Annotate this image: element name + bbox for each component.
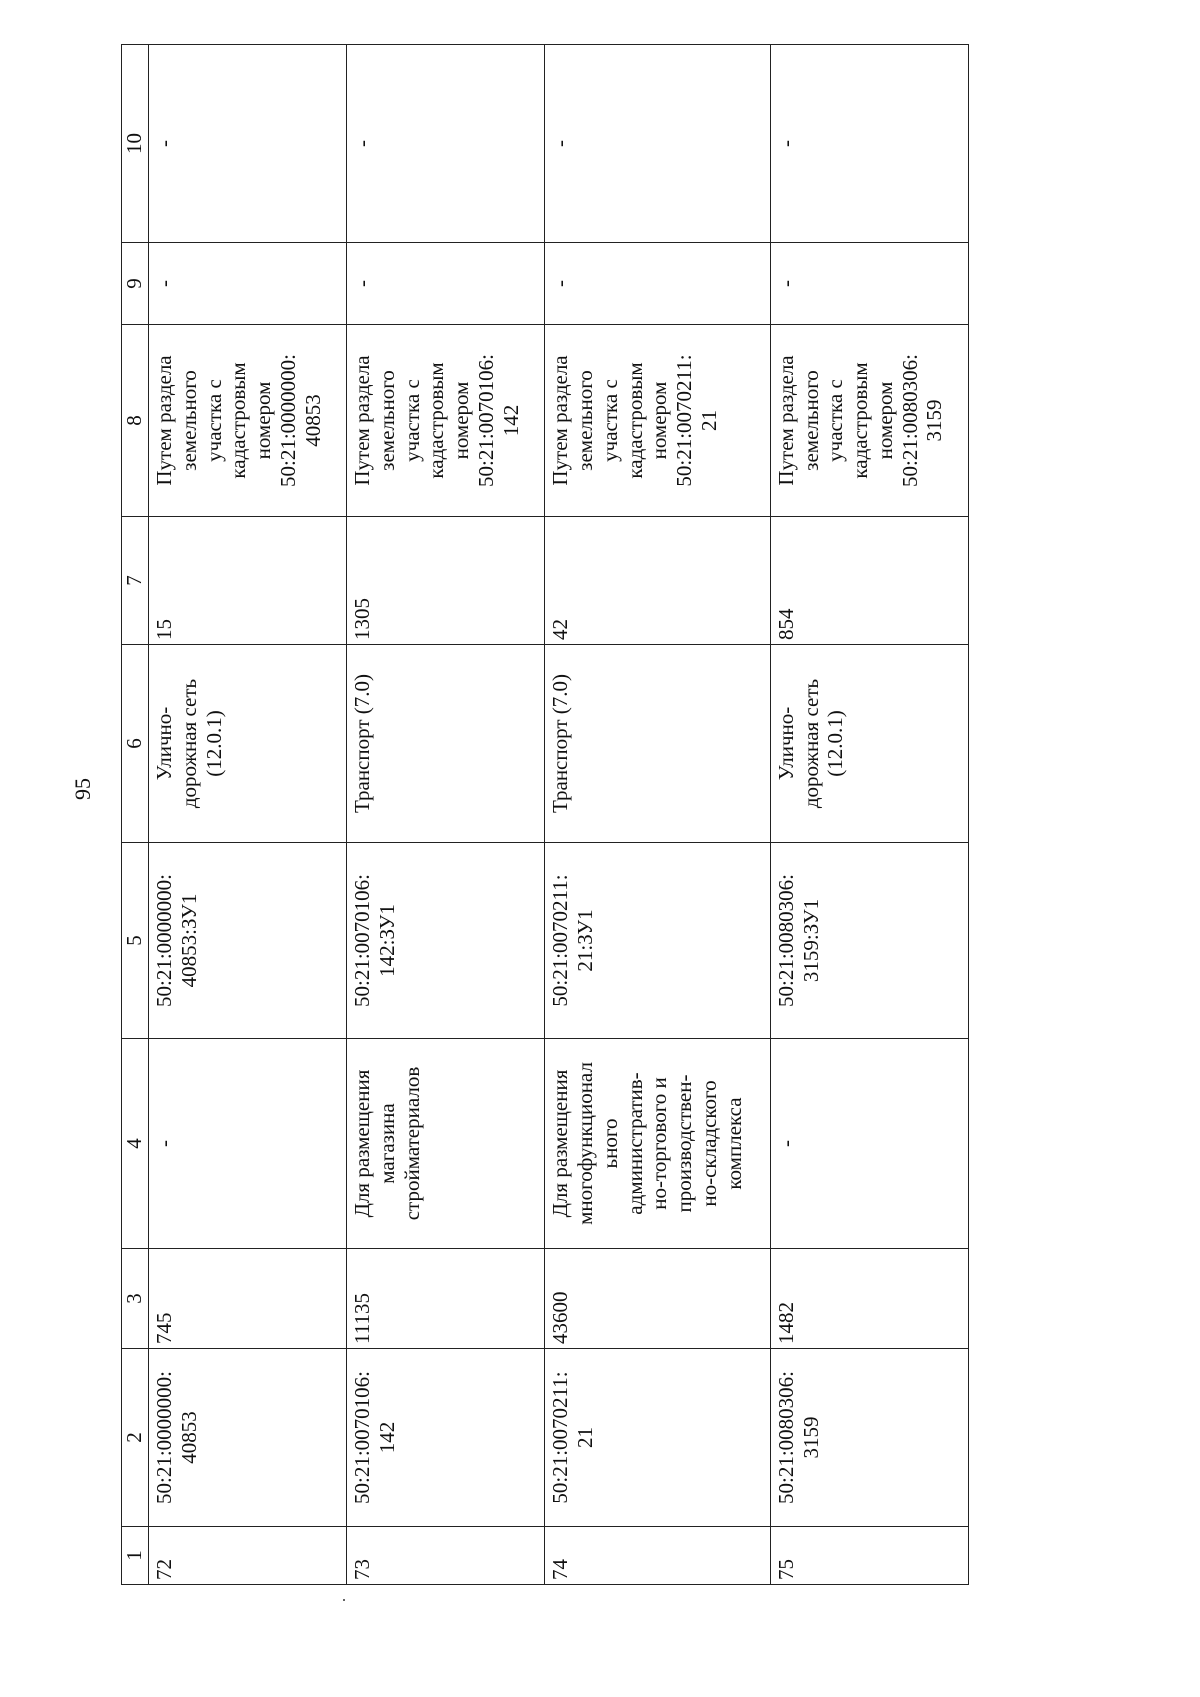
table-cell-col-9: - (347, 243, 545, 325)
column-header: 6 (122, 645, 149, 843)
table-cell-col-7: 854 (770, 517, 968, 645)
table-cell-col-5: 50:21:0070211: 21:ЗУ1 (545, 843, 770, 1039)
column-header: 1 (122, 1527, 149, 1585)
table-cell-col-5: 50:21:0000000: 40853:ЗУ1 (149, 843, 347, 1039)
table-cell-col-4: Для размещения магазина стройматериалов (347, 1039, 545, 1249)
table-header-row (122, 45, 149, 1585)
land-plots-table-container (121, 45, 969, 1585)
table-cell-col-6: Транспорт (7.0) (545, 645, 770, 843)
table-row (347, 45, 545, 1585)
table-cell-col-10: - (770, 45, 968, 243)
page-number: 95 (70, 778, 95, 800)
table-cell-col-3: 43600 (545, 1249, 770, 1349)
table-body (149, 45, 969, 1585)
table-row (149, 45, 347, 1585)
table-cell-col-3: 1482 (770, 1249, 968, 1349)
table-cell-col-10: - (149, 45, 347, 243)
column-header: 4 (122, 1039, 149, 1249)
table-cell-col-7: 15 (149, 517, 347, 645)
table-cell-col-1: 73 (347, 1527, 545, 1585)
column-header: 8 (122, 325, 149, 517)
column-header: 7 (122, 517, 149, 645)
table-cell-col-4: Для размещения многофункционал ьного административ- но-торгового и производствен- но-складского комплекса (545, 1039, 770, 1249)
table-row (545, 45, 770, 1585)
table-cell-col-2: 50:21:0080306: 3159 (770, 1349, 968, 1527)
table-cell-col-1: 74 (545, 1527, 770, 1585)
table-cell-col-5: 50:21:0080306: 3159:ЗУ1 (770, 843, 968, 1039)
table-cell-col-8: Путем раздела земельного участка с кадастровым номером 50:21:0070211: 21 (545, 325, 770, 517)
table-cell-col-2: 50:21:0070211: 21 (545, 1349, 770, 1527)
table-cell-col-10: - (347, 45, 545, 243)
column-header: 5 (122, 843, 149, 1039)
scan-speck (343, 1599, 345, 1601)
table-cell-col-6: Улично- дорожная сеть (12.0.1) (149, 645, 347, 843)
table-row (770, 45, 968, 1585)
table-cell-col-6: Улично- дорожная сеть (12.0.1) (770, 645, 968, 843)
table-cell-col-7: 42 (545, 517, 770, 645)
table-cell-col-2: 50:21:0070106: 142 (347, 1349, 545, 1527)
column-header: 10 (122, 45, 149, 243)
table-cell-col-3: 11135 (347, 1249, 545, 1349)
column-header: 9 (122, 243, 149, 325)
table-cell-col-1: 72 (149, 1527, 347, 1585)
column-header: 3 (122, 1249, 149, 1349)
table-cell-col-3: 745 (149, 1249, 347, 1349)
column-header: 2 (122, 1349, 149, 1527)
table-cell-col-6: Транспорт (7.0) (347, 645, 545, 843)
table-cell-col-10: - (545, 45, 770, 243)
table-cell-col-7: 1305 (347, 517, 545, 645)
table-cell-col-5: 50:21:0070106: 142:ЗУ1 (347, 843, 545, 1039)
table-cell-col-8: Путем раздела земельного участка с кадастровым номером 50:21:0070106: 142 (347, 325, 545, 517)
table-cell-col-8: Путем раздела земельного участка с кадастровым номером 50:21:0000000: 40853 (149, 325, 347, 517)
table-cell-col-8: Путем раздела земельного участка с кадастровым номером 50:21:0080306: 3159 (770, 325, 968, 517)
table-cell-col-1: 75 (770, 1527, 968, 1585)
table-cell-col-4: - (149, 1039, 347, 1249)
table-cell-col-4: - (770, 1039, 968, 1249)
table-cell-col-9: - (770, 243, 968, 325)
table-cell-col-9: - (545, 243, 770, 325)
land-plots-table (121, 44, 969, 1585)
table-cell-col-2: 50:21:0000000: 40853 (149, 1349, 347, 1527)
table-cell-col-9: - (149, 243, 347, 325)
